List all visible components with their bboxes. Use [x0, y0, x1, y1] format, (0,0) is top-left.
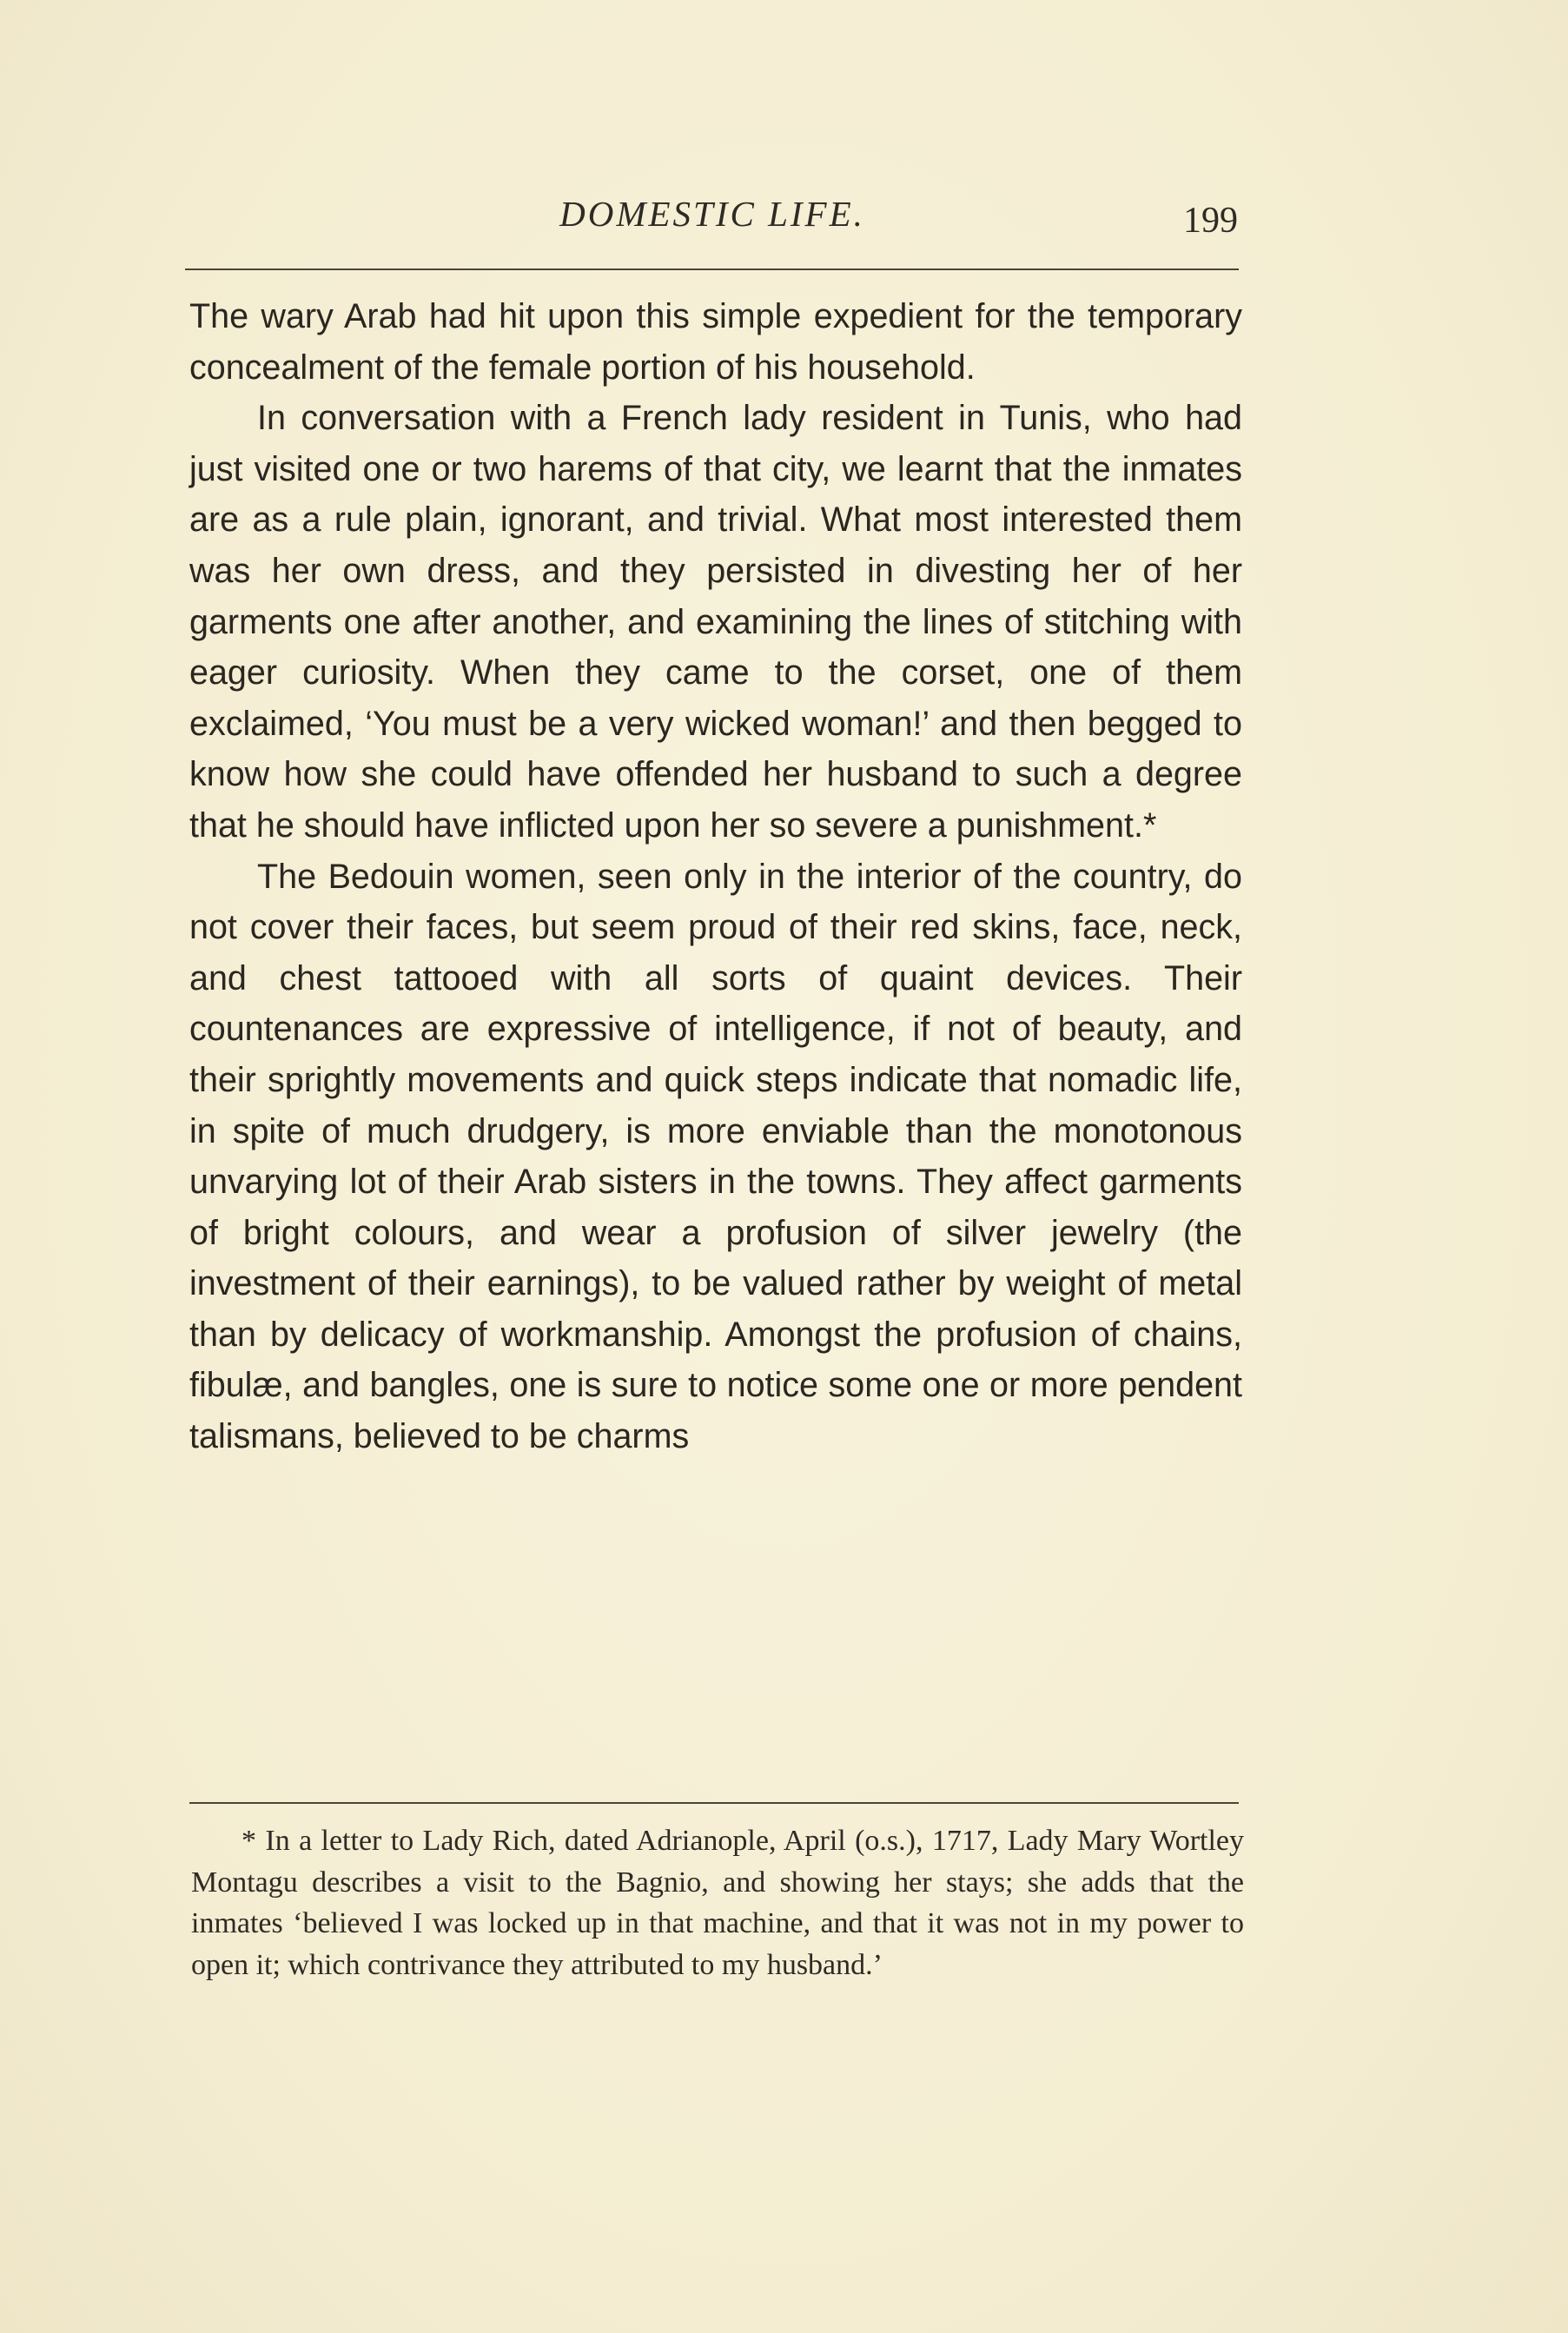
page-header: [187, 193, 1238, 254]
paragraph: In conversation with a French lady resident in Tunis, who had just visited one or two harems of that city, we learnt that the inmates are as a rule plain, ignorant, and trivial. What most interested them was her own dress, and they persisted in divesting her of her garments one after another, and examining the lines of stitching with eager curiosity. When they came to the corset, one of them exclaimed, ‘You must be a very wicked woman!’ and then begged to know how she could have offended her husband to such a degree that he should have inflicted upon her so severe a punishment.*: [189, 399, 1242, 845]
header-rule: [185, 268, 1239, 270]
paragraph: The wary Arab had hit upon this simple expedient for the temporary concealment of the female portion of his household.: [189, 297, 1242, 387]
running-title: DOMESTIC LIFE.: [559, 194, 865, 234]
footnote: * In a letter to Lady Rich, dated Adrianople, April (o.s.), 1717, Lady Mary Wortley Montagu describes a visit to the Bagnio, and showing her stays; she adds that the inmates ‘believed I was locked up in that machine, and that it was not in my power to open it; which contrivance they attributed to my husband.’: [191, 1825, 1244, 1981]
paragraph: The Bedouin women, seen only in the interior of the country, do not cover their faces, but seem proud of their red skins, face, neck, and chest tattooed with all sorts of quaint devices. Their countenances are expressive of intelligence, if not of beauty, and their sprightly movements and quick steps indicate that nomadic life, in spite of much drudgery, is more enviable than the monotonous unvarying lot of their Arab sisters in the towns. They affect garments of bright colours, and wear a profusion of silver jewelry (the investment of their earnings), to be valued rather by weight of metal than by delicacy of workmanship. Amongst the profusion of chains, fibulæ, and bangles, one is sure to notice some one or more pendent talismans, believed to be charms: [189, 857, 1242, 1456]
page-number: 199: [1183, 201, 1238, 241]
footnote-rule: [189, 1802, 1239, 1804]
body-text: [189, 291, 1242, 1462]
